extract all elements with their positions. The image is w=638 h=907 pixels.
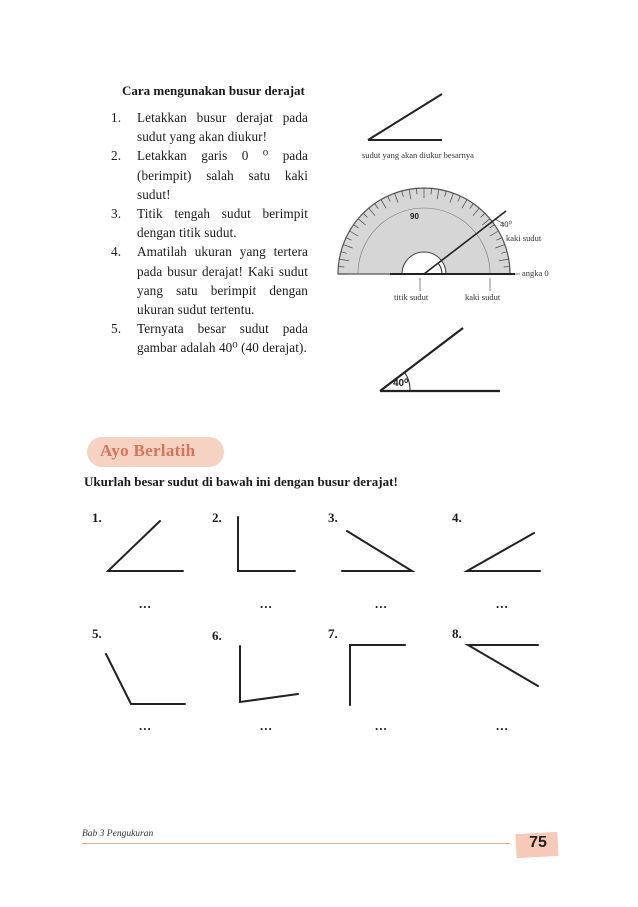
step-text: Ternyata besar sudut pada gambar adalah 40⁰ (40 derajat). [137, 321, 308, 356]
angle-to-measure [368, 94, 442, 140]
exercise-answer: ... [496, 718, 509, 733]
step-number: 4. [111, 244, 122, 260]
exercise-answer: ... [139, 596, 152, 611]
label-kaki-sudut-bottom: kaki sudut [465, 292, 501, 302]
protractor-90-label: 90 [410, 212, 419, 221]
exercise-angle-6 [240, 646, 298, 702]
caption-angle: sudut yang akan diukur besarnya [362, 150, 474, 160]
protractor-tick [431, 188, 432, 194]
exercise-angle-3 [342, 531, 412, 571]
step-number: 2. [111, 148, 122, 164]
protractor [338, 188, 515, 274]
step-text: Letakkan garis 0 ⁰ pada (berimpit) salah satu kaki sudut! [137, 148, 308, 202]
step-text: Titik tengah sudut berimpit dengan titik sudut. [137, 206, 308, 241]
step-item [100, 204, 308, 242]
exercise-answer: ... [260, 718, 273, 733]
steps-title: Cara mengunakan busur derajat [122, 83, 305, 98]
step-number: 5. [111, 321, 122, 337]
exercise-angle-1 [108, 521, 183, 571]
chapter-footer: Bab 3 Pengukuran [82, 829, 154, 839]
protractor-figure [330, 88, 570, 408]
exercise-angle-5 [106, 654, 185, 704]
exercise-answer: ... [375, 596, 388, 611]
protractor-tick [504, 267, 510, 268]
page-number: 75 [529, 834, 547, 851]
step-item [100, 108, 308, 146]
exercise-number: 3. [328, 510, 338, 525]
exercise-angle-4 [467, 533, 540, 571]
step-text: Letakkan busur derajat pada sudut yang akan diukur! [137, 110, 308, 145]
result-40-label: 40⁰ [393, 378, 409, 389]
label-titik-sudut: titik sudut [394, 292, 429, 302]
exercise-answer: ... [375, 718, 388, 733]
step-item [100, 319, 308, 357]
protractor-tick [417, 188, 418, 194]
exercise-number: 6. [212, 628, 222, 643]
label-kaki-sudut-top: kaki sudut [506, 233, 542, 243]
label-angka-0: angka 0 [522, 268, 549, 278]
step-number: 1. [111, 110, 122, 125]
exercise-angle-8 [468, 645, 538, 686]
exercise-number: 5. [92, 626, 102, 641]
exercise-angle-2 [238, 517, 295, 571]
step-number: 3. [111, 206, 122, 222]
exercise-number: 2. [212, 510, 222, 525]
protractor-tick [338, 267, 344, 268]
practice-instruction: Ukurlah besar sudut di bawah ini dengan busur derajat! [84, 474, 398, 489]
ayo-berlatih-label: Ayo Berlatih [100, 441, 196, 460]
exercise-number: 4. [452, 510, 462, 525]
exercise-number: 1. [92, 510, 102, 525]
exercise-angle-7 [350, 645, 405, 705]
exercise-answer: ... [260, 596, 273, 611]
step-item [100, 146, 308, 204]
footer-rule [82, 843, 510, 844]
exercise-number: 8. [452, 626, 462, 641]
steps-list [100, 108, 308, 358]
exercise-answer: ... [496, 596, 509, 611]
exercise-answer: ... [139, 718, 152, 733]
label-40: 40⁰ [500, 219, 512, 229]
step-text: Amatilah ukuran yang tertera pada busur derajat! Kaki sudut yang satu berimpit dengan ukuran sudut tertentu. [137, 244, 308, 318]
step-item [100, 242, 308, 319]
exercise-number: 7. [328, 626, 338, 641]
